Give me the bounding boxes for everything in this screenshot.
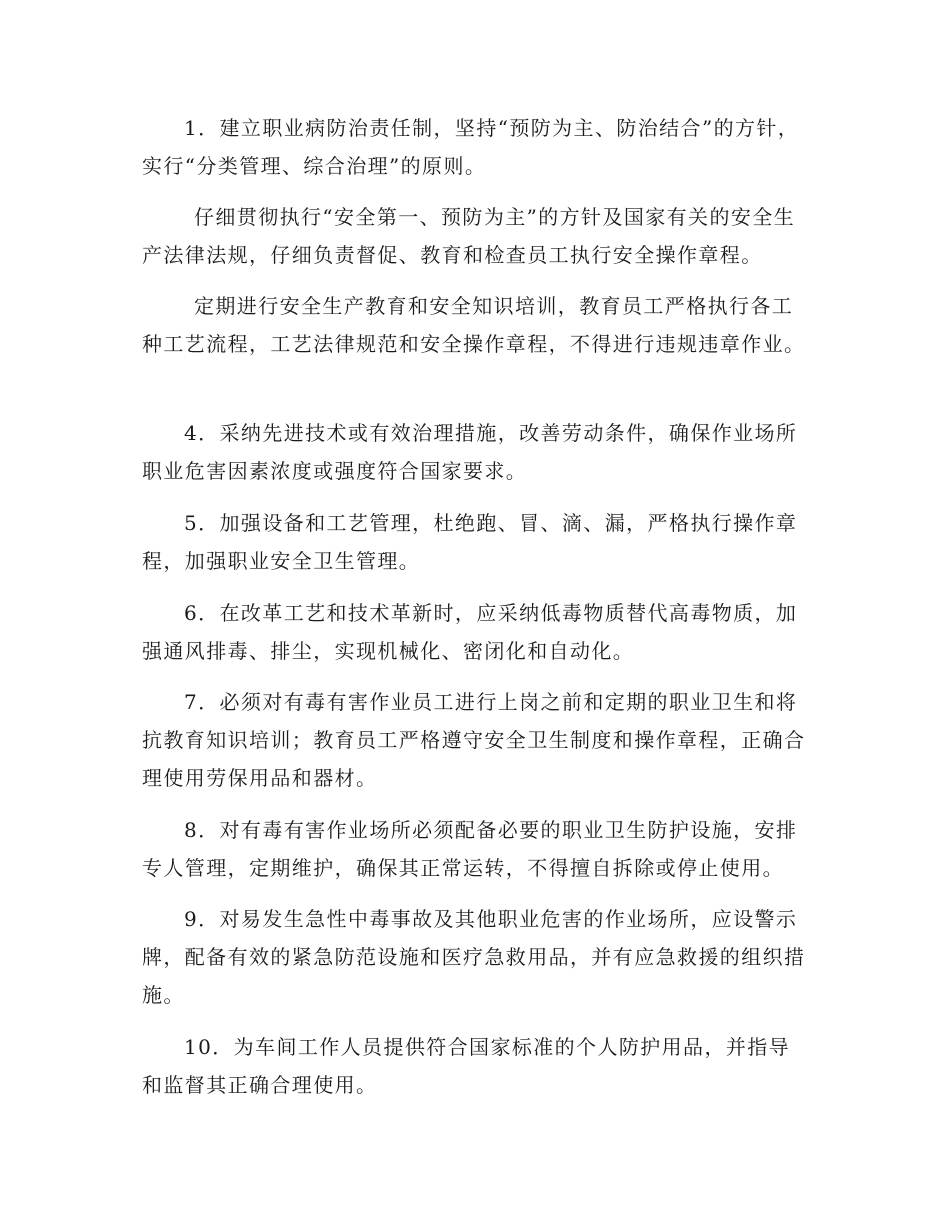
paragraph-4: 4．采纳先进技术或有效治理措施，改善劳动条件，确保作业场所职业危害因素浓度或强度符合国家要求。 (142, 421, 798, 483)
paragraph-10: 10．为车间工作人员提供符合国家标准的个人防护用品，并指导和监督其正确合理使用。 (142, 1035, 791, 1097)
paragraph-5: 5．加强设备和工艺管理，杜绝跑、冒、滴、漏，严格执行操作章程，加强职业安全卫生管理。 (142, 511, 798, 573)
paragraph-7: 7．必须对有毒有害作业员工进行上岗之前和定期的职业卫生和将抗教育知识培训；教育员工严格遵守安全卫生制度和操作章程，正确合理使用劳保用品和器材。 (142, 690, 806, 790)
paragraph-6: 6．在改革工艺和技术革新时，应采纳低毒物质替代高毒物质，加强通风排毒、排尘，实现机械化、密闭化和自动化。 (142, 601, 798, 663)
paragraph-3: 定期进行安全生产教育和安全知识培训，教育员工严格执行各工种工艺流程，工艺法律规范和安全操作章程，不得进行违规违章作业。 (142, 294, 806, 356)
paragraph-9: 9．对易发生急性中毒事故及其他职业危害的作业场所，应设警示牌，配备有效的紧急防范设施和医疗急救用品，并有应急救援的组织措施。 (142, 907, 806, 1007)
paragraph-8: 8．对有毒有害作业场所必须配备必要的职业卫生防护设施，安排专人管理，定期维护，确保其正常运转，不得擅自拆除或停止使用。 (142, 818, 798, 880)
paragraph-1: 1．建立职业病防治责任制，坚持“预防为主、防治结合”的方针，实行“分类管理、综合治理”的原则。 (142, 116, 800, 178)
paragraph-2: 仔细贯彻执行“安全第一、预防为主”的方针及国家有关的安全生产法律法规，仔细负责督促、教育和检查员工执行安全操作章程。 (142, 205, 796, 267)
